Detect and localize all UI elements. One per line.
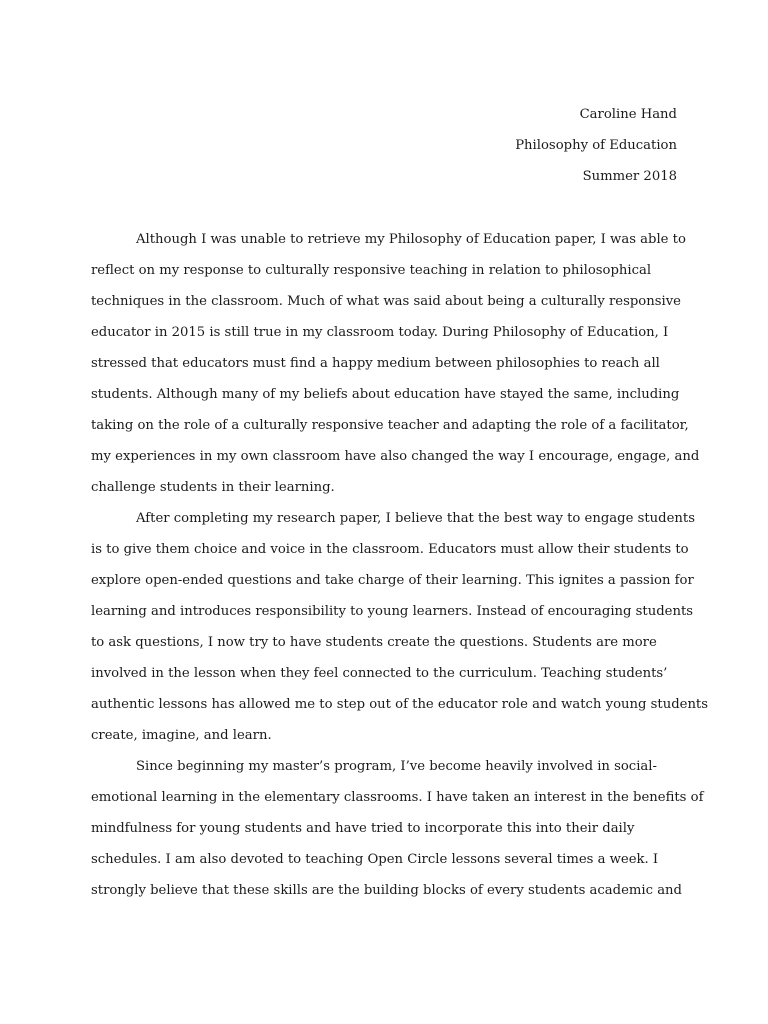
text-line: emotional learning in the elementary classrooms. I have taken an interest in the benefits of xyxy=(91,790,704,805)
text-line: Although I was unable to retrieve my Philosophy of Education paper, I was able to xyxy=(136,232,686,247)
term-date: Summer 2018 xyxy=(582,169,677,184)
text-line: Since beginning my master’s program, I’ve become heavily involved in social- xyxy=(136,759,657,774)
document-header xyxy=(515,104,677,197)
author-name: Caroline Hand xyxy=(579,107,677,122)
paragraph-3 xyxy=(91,755,704,910)
text-line: strongly believe that these skills are the building blocks of every students academic and xyxy=(91,883,682,898)
text-line: mindfulness for young students and have tried to incorporate this into their daily xyxy=(91,821,635,836)
text-line: create, imagine, and learn. xyxy=(91,728,272,743)
paragraph-1 xyxy=(91,228,700,507)
text-line: educator in 2015 is still true in my classroom today. During Philosophy of Education, I xyxy=(91,325,669,340)
text-line: learning and introduces responsibility to young learners. Instead of encouraging students xyxy=(91,604,694,619)
text-line: After completing my research paper, I believe that the best way to engage students xyxy=(136,511,695,526)
text-line: reflect on my response to culturally responsive teaching in relation to philosophical xyxy=(91,263,652,278)
text-line: my experiences in my own classroom have also changed the way I encourage, engage, and xyxy=(91,449,700,464)
course-title: Philosophy of Education xyxy=(515,138,677,153)
document-body xyxy=(91,228,708,910)
text-line: techniques in the classroom. Much of what was said about being a culturally responsive xyxy=(91,294,681,309)
text-line: explore open-ended questions and take charge of their learning. This ignites a passion for xyxy=(91,573,694,588)
text-line: to ask questions, I now try to have students create the questions. Students are more xyxy=(91,635,657,650)
text-line: authentic lessons has allowed me to step out of the educator role and watch young students xyxy=(91,697,708,712)
text-line: schedules. I am also devoted to teaching Open Circle lessons several times a week. I xyxy=(91,852,659,867)
text-line: is to give them choice and voice in the classroom. Educators must allow their students to xyxy=(91,542,689,557)
text-line: challenge students in their learning. xyxy=(91,480,335,495)
text-line: students. Although many of my beliefs about education have stayed the same, including xyxy=(91,387,680,402)
text-line: stressed that educators must find a happy medium between philosophies to reach all xyxy=(91,356,660,371)
text-line: involved in the lesson when they feel connected to the curriculum. Teaching students’ xyxy=(91,666,668,681)
paragraph-2 xyxy=(91,507,708,755)
text-line: taking on the role of a culturally responsive teacher and adapting the role of a facilitator, xyxy=(91,418,689,433)
